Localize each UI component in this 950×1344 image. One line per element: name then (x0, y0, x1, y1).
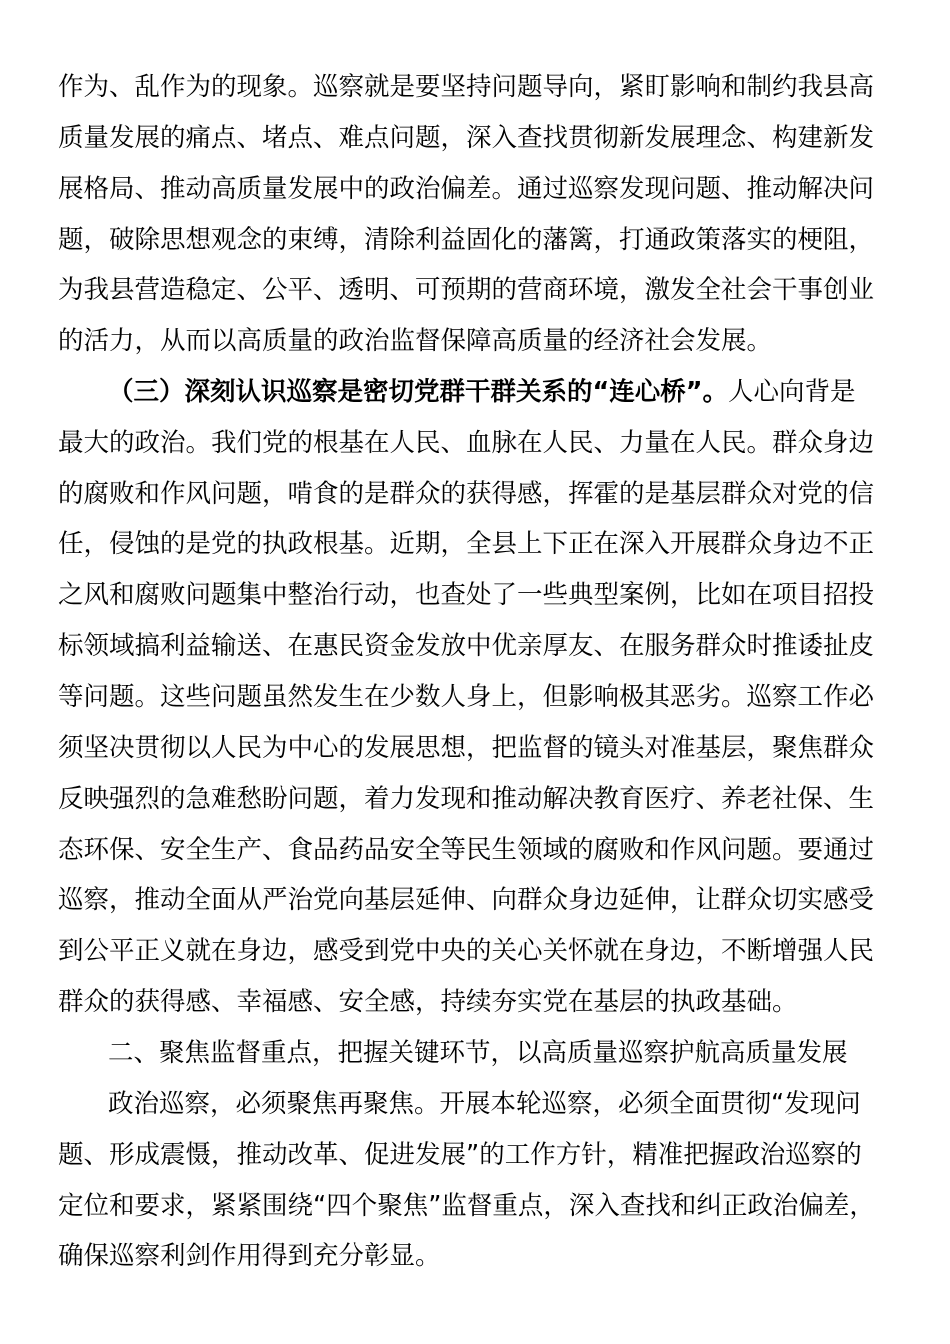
paragraph-line: 的腐败和作风问题，啃食的是群众的获得感，挥霍的是基层群众对党的信 (58, 479, 875, 509)
paragraph-line: 标领域搞利益输送、在惠民资金发放中优亲厚友、在服务群众时推诿扯皮 (58, 631, 875, 661)
paragraph-line: 定位和要求，紧紧围绕“四个聚焦”监督重点，深入查找和纠正政治偏差， (58, 1191, 875, 1221)
subsection-heading: （三）深刻认识巡察是密切党群干群关系的“连心桥”。 (108, 377, 729, 407)
paragraph-text: 人心向背是 (728, 377, 856, 407)
paragraph-line: 展格局、推动高质量发展中的政治偏差。通过巡察发现问题、推动解决问 (58, 174, 875, 204)
paragraph-line: 等问题。这些问题虽然发生在少数人身上，但影响极其恶劣。巡察工作必 (58, 682, 875, 712)
paragraph-line: 作为、乱作为的现象。巡察就是要坚持问题导向，紧盯影响和制约我县高 (58, 72, 875, 102)
paragraph-first-line (108, 374, 856, 410)
paragraph-line: 题，破除思想观念的束缚，清除利益固化的藩篱，打通政策落实的梗阻， (58, 225, 875, 255)
paragraph-line: 到公平正义就在身边，感受到党中央的关心关怀就在身边，不断增强人民 (58, 936, 875, 966)
paragraph-line: 须坚决贯彻以人民为中心的发展思想，把监督的镜头对准基层，聚焦群众 (58, 733, 875, 763)
paragraph-line: 态环保、安全生产、食品药品安全等民生领域的腐败和作风问题。要通过 (58, 835, 875, 865)
paragraph-line: 群众的获得感、幸福感、安全感，持续夯实党在基层的执政基础。 (58, 987, 798, 1017)
paragraph-line: 为我县营造稳定、公平、透明、可预期的营商环境，激发全社会干事创业 (58, 275, 875, 305)
paragraph-line: 的活力，从而以高质量的政治监督保障高质量的经济社会发展。 (58, 326, 773, 356)
paragraph-line: 最大的政治。我们党的根基在人民、血脉在人民、力量在人民。群众身边 (58, 428, 875, 458)
paragraph-line: 巡察，推动全面从严治党向基层延伸、向群众身边延伸，让群众切实感受 (58, 885, 875, 915)
section-heading: 二、聚焦监督重点，把握关键环节，以高质量巡察护航高质量发展 (108, 1038, 848, 1068)
paragraph-line: 任，侵蚀的是党的执政根基。近期，全县上下正在深入开展群众身边不正 (58, 529, 875, 559)
paragraph-line: 之风和腐败问题集中整治行动，也查处了一些典型案例，比如在项目招投 (58, 580, 875, 610)
paragraph-line: 质量发展的痛点、堵点、难点问题，深入查找贯彻新发展理念、构建新发 (58, 123, 875, 153)
paragraph-line: 确保巡察利剑作用得到充分彰显。 (58, 1241, 441, 1271)
paragraph-line: 政治巡察，必须聚焦再聚焦。开展本轮巡察，必须全面贯彻“发现问 (108, 1089, 861, 1119)
paragraph-line: 题、形成震慑，推动改革、促进发展”的工作方针，精准把握政治巡察的 (58, 1140, 862, 1170)
paragraph-line: 反映强烈的急难愁盼问题，着力发现和推动解决教育医疗、养老社保、生 (58, 784, 875, 814)
